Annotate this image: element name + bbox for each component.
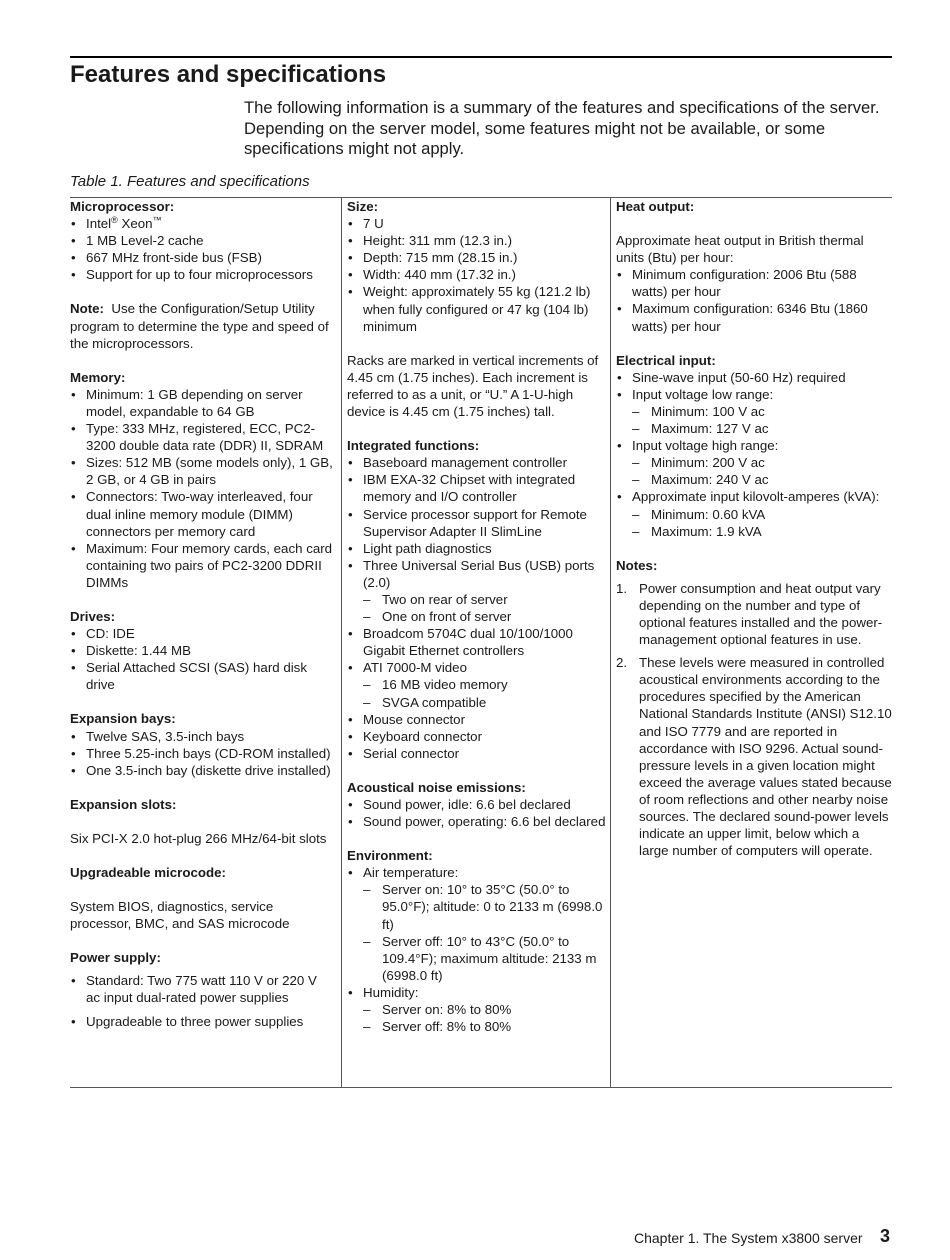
low-range-sublist	[632, 403, 892, 437]
column-divider-2	[610, 197, 611, 1087]
list-item: • Baseboard management controller	[347, 454, 607, 471]
sublist-item: – One on front of server	[363, 608, 607, 625]
sublist-item: – Server off: 8% to 80%	[363, 1018, 607, 1035]
list-item: • Sizes: 512 MB (some models only), 1 GB, 2 GB, or 4 GB in pairs	[70, 454, 334, 488]
list-item: • Depth: 715 mm (28.15 in.)	[347, 249, 607, 266]
list-item: • Input voltage high range: – Minimum: 200 V ac – Maximum: 240 V ac	[616, 437, 892, 488]
list-item: • Type: 333 MHz, registered, ECC, PC2-3200 double data rate (DDR) II, SDRAM	[70, 420, 334, 454]
acoustical-list	[347, 796, 607, 830]
sublist-item: – Maximum: 127 V ac	[632, 420, 892, 437]
list-item: • Light path diagnostics	[347, 540, 607, 557]
environment-heading: Environment:	[347, 848, 433, 864]
list-item: • Three Universal Serial Bus (USB) ports (2.0) – Two on rear of server – One on front of server	[347, 557, 607, 625]
footer-chapter-title: Chapter 1. The System x3800 server	[634, 1230, 863, 1246]
heat-output-list	[616, 266, 892, 334]
list-item: • Air temperature: – Server on: 10° to 35°C (50.0° to 95.0°F); altitude: 0 to 2133 m (6998.0 ft) – Server off: 10° to 43°C (50.0° to 109.4°F); maximum altitude: 2133 m (6998.0 ft)	[347, 864, 607, 984]
table-column-1	[70, 198, 334, 1030]
usb-sublist	[363, 591, 607, 625]
list-item: • Service processor support for Remote Supervisor Adapter II SlimLine	[347, 506, 607, 540]
sublist-item: – Minimum: 0.60 kVA	[632, 506, 892, 523]
list-item: • Broadcom 5704C dual 10/100/1000 Gigabit Ethernet controllers	[347, 625, 607, 659]
list-item: • Connectors: Two-way interleaved, four dual inline memory module (DIMM) connectors per memory card	[70, 488, 334, 539]
sublist-item: – 16 MB video memory	[363, 676, 607, 693]
list-item: • Minimum: 1 GB depending on server model, expandable to 64 GB	[70, 386, 334, 420]
power-supply-list	[70, 972, 334, 1006]
top-rule	[70, 56, 892, 58]
integrated-functions-list	[347, 454, 607, 762]
high-range-sublist	[632, 454, 892, 488]
list-item: • Approximate input kilovolt-amperes (kVA): – Minimum: 0.60 kVA – Maximum: 1.9 kVA	[616, 488, 892, 539]
list-item: • Maximum configuration: 6346 Btu (1860 watts) per hour	[616, 300, 892, 334]
environment-list	[347, 864, 607, 1035]
list-item: • Sound power, operating: 6.6 bel declared	[347, 813, 607, 830]
list-item: • Twelve SAS, 3.5-inch bays	[70, 728, 334, 745]
expansion-slots-text: Six PCI-X 2.0 hot-plug 266 MHz/64-bit slots	[70, 830, 327, 846]
list-item: • Standard: Two 775 watt 110 V or 220 V ac input dual-rated power supplies	[70, 972, 334, 1006]
list-item: • Humidity: – Server on: 8% to 80% – Server off: 8% to 80%	[347, 984, 607, 1035]
page-title: Features and specifications	[70, 61, 387, 88]
drives-heading: Drives:	[70, 608, 116, 624]
size-list	[347, 215, 607, 335]
notes-heading: Notes:	[616, 557, 658, 573]
heat-output-text: Approximate heat output in British thermal units (Btu) per hour:	[616, 233, 864, 266]
column-divider-1	[341, 197, 342, 1087]
list-item: • Sine-wave input (50-60 Hz) required	[616, 369, 892, 386]
list-item: • One 3.5-inch bay (diskette drive installed)	[70, 762, 334, 779]
list-item: • Support for up to four microprocessors	[70, 266, 334, 283]
list-item: • Three 5.25-inch bays (CD-ROM installed)	[70, 745, 334, 762]
power-supply-heading: Power supply:	[70, 950, 161, 966]
list-item: • Serial connector	[347, 745, 607, 762]
note-item: 1. Power consumption and heat output vary depending on the number and type of optional features installed and the power-management optional features in use.	[616, 580, 883, 648]
table-column-2	[347, 198, 607, 1035]
list-item: • Keyboard connector	[347, 728, 607, 745]
memory-list	[70, 386, 334, 591]
expansion-bays-heading: Expansion bays:	[70, 711, 176, 727]
sublist-item: – SVGA compatible	[363, 694, 607, 711]
ati-sublist	[363, 676, 607, 710]
sublist-item: – Minimum: 100 V ac	[632, 403, 892, 420]
list-item: • IBM EXA-32 Chipset with integrated memory and I/O controller	[347, 471, 607, 505]
notes-list	[616, 580, 892, 860]
list-item: • Mouse connector	[347, 711, 607, 728]
memory-heading: Memory:	[70, 369, 126, 385]
sublist-item: – Minimum: 200 V ac	[632, 454, 892, 471]
racks-text: Racks are marked in vertical increments of 4.45 cm (1.75 inches). Each increment is referred to as a unit, or “U.” A 1-U-high device is 4.45 cm (1.75 inches) tall.	[347, 352, 599, 420]
note-item: 2. These levels were measured in controlled acoustical environments according to the procedures specified by the American National Standards Institute (ANSI) S12.10 and ISO 7779 and are reported in accordance with ISO 9296. Actual sound-pressure levels in a given location might exceed the average values stated because of room reflections and other nearby noise sources. The declared sound-power levels indicate an upper limit, below which a large number of computers will operate.	[616, 655, 892, 859]
list-item: • Minimum configuration: 2006 Btu (588 watts) per hour	[616, 266, 892, 300]
list-item: • Input voltage low range: – Minimum: 100 V ac – Maximum: 127 V ac	[616, 386, 892, 437]
list-item: • 667 MHz front-side bus (FSB)	[70, 249, 334, 266]
microcode-heading: Upgradeable microcode:	[70, 865, 226, 880]
acoustical-heading: Acoustical noise emissions:	[347, 779, 526, 795]
table-caption: Table 1. Features and specifications	[70, 173, 310, 190]
list-item: • 1 MB Level-2 cache	[70, 232, 334, 249]
microcode-text: System BIOS, diagnostics, service processor, BMC, and SAS microcode	[70, 899, 290, 932]
table-column-3	[616, 198, 892, 865]
list-item: • CD: IDE	[70, 625, 334, 642]
drives-list	[70, 625, 334, 693]
list-item: • Diskette: 1.44 MB	[70, 642, 334, 659]
table-bottom-rule	[70, 1087, 892, 1088]
microprocessor-heading: Microprocessor:	[70, 199, 175, 214]
sublist-item: – Server on: 8% to 80%	[363, 1001, 607, 1018]
sublist-item: – Two on rear of server	[363, 591, 607, 608]
list-item: • Intel® Xeon™	[70, 215, 334, 232]
list-item: • Upgradeable to three power supplies	[70, 1013, 334, 1030]
list-item: • Width: 440 mm (17.32 in.)	[347, 266, 607, 283]
power-supply-list-2	[70, 1013, 334, 1030]
expansion-bays-list	[70, 728, 334, 779]
list-item: • ATI 7000-M video – 16 MB video memory – SVGA compatible	[347, 659, 607, 710]
page-number: 3	[880, 1226, 891, 1246]
heat-output-heading: Heat output:	[616, 199, 695, 214]
sublist-item: – Server on: 10° to 35°C (50.0° to 95.0°F); altitude: 0 to 2133 m (6998.0 ft)	[363, 881, 607, 932]
sublist-item: – Server off: 10° to 43°C (50.0° to 109.4°F); maximum altitude: 2133 m (6998.0 ft)	[363, 933, 607, 984]
electrical-input-list	[616, 369, 892, 540]
microprocessor-note: Note: Use the Configuration/Setup Utility program to determine the type and speed of the microprocessors.	[70, 301, 329, 351]
list-item: • Height: 311 mm (12.3 in.)	[347, 232, 607, 249]
integrated-functions-heading: Integrated functions:	[347, 438, 480, 454]
expansion-slots-heading: Expansion slots:	[70, 796, 177, 812]
humidity-sublist	[363, 1001, 607, 1035]
sublist-item: – Maximum: 1.9 kVA	[632, 523, 892, 540]
electrical-input-heading: Electrical input:	[616, 352, 716, 368]
intro-paragraph: The following information is a summary of the features and specifications of the server. Depending on the server model, some features might not be available, or some specifications might not apply.	[244, 98, 880, 158]
size-heading: Size:	[347, 199, 379, 214]
list-item: • Maximum: Four memory cards, each card containing two pairs of PC2-3200 DDRII DIMMs	[70, 540, 334, 591]
air-temperature-sublist	[363, 881, 607, 984]
sublist-item: – Maximum: 240 V ac	[632, 471, 892, 488]
list-item: • 7 U	[347, 215, 607, 232]
kva-sublist	[632, 506, 892, 540]
list-item: • Sound power, idle: 6.6 bel declared	[347, 796, 607, 813]
list-item: • Weight: approximately 55 kg (121.2 lb) when fully configured or 47 kg (104 lb) minimum	[347, 283, 607, 334]
microprocessor-list	[70, 215, 334, 283]
list-item: • Serial Attached SCSI (SAS) hard disk drive	[70, 659, 334, 693]
